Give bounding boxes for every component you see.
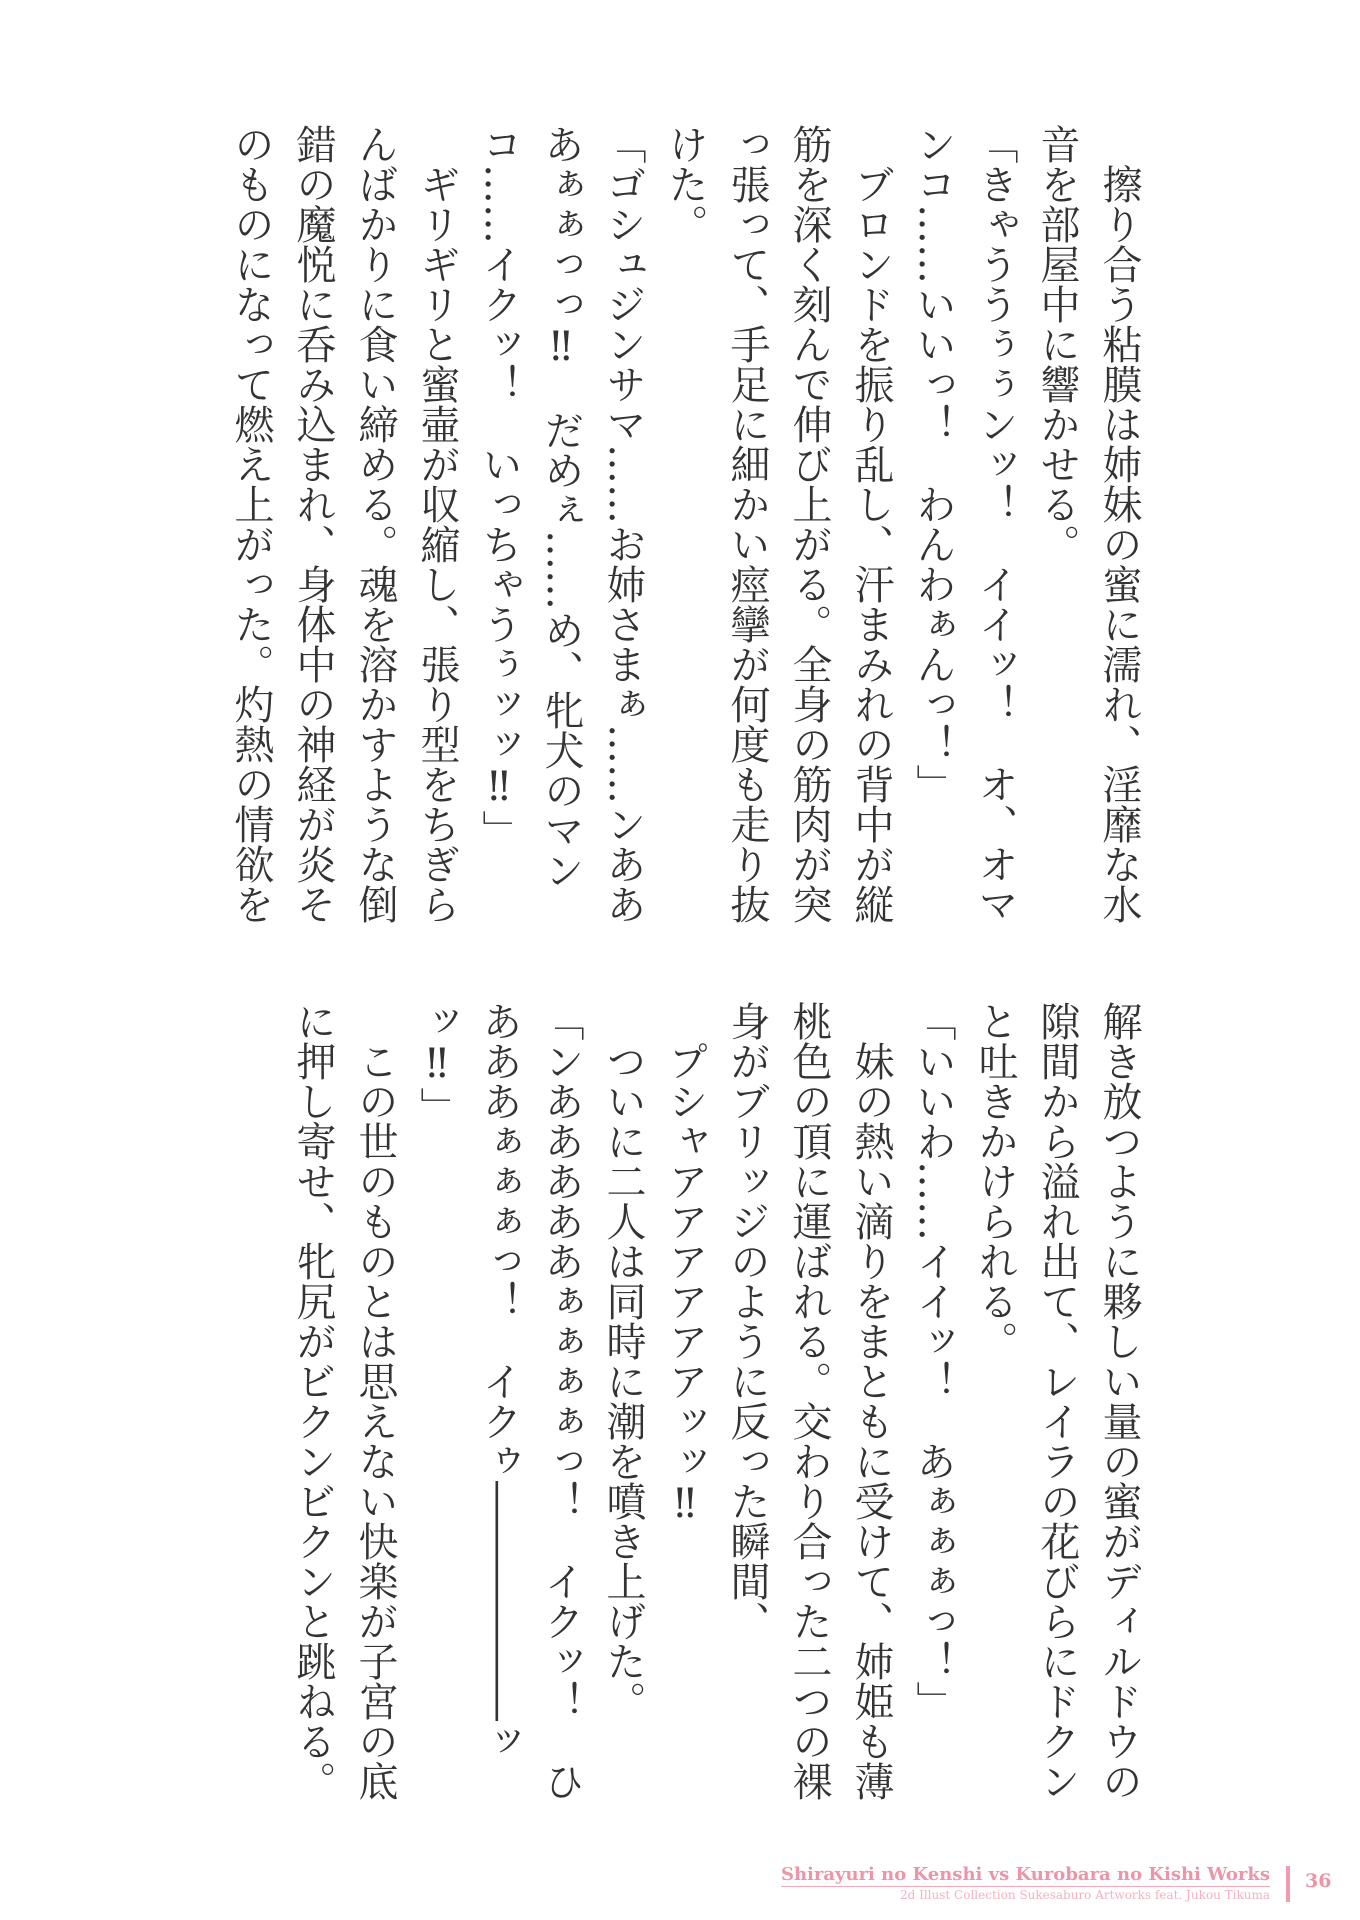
text-line: コ……イクッ！ いっちゃうぅッッ‼」 (476, 124, 522, 850)
page-number: 36 (1305, 1870, 1332, 1892)
text-line: ンコ……いいっ！ わんわぁんっ！」 (910, 124, 956, 804)
footer-divider (1286, 1866, 1290, 1902)
text-line: あぁぁっっ‼ だめぇ……め、牝犬のマン (538, 124, 584, 890)
page-footer (780, 1864, 1350, 1914)
text-line: ギリギリと蜜壷が収縮し、張り型をちぎら (414, 124, 460, 924)
text-line: 筋を深く刻んで伸び上がる。全身の筋肉が突 (786, 124, 832, 924)
footer-title: Shirayuri no Kenshi vs Kurobara no Kishi Works (780, 1864, 1270, 1885)
text-line: 音を部屋中に響かせる。 (1034, 124, 1080, 564)
text-line: 解き放つように夥しい量の蜜がディルドウの (1096, 1001, 1142, 1801)
text-line: に押し寄せ、牝尻がビクンビクンと跳ねる。 (290, 1001, 336, 1801)
text-block-bottom (282, 1001, 1150, 1801)
text-line: ブロンドを振り乱し、汗まみれの背中が縦 (848, 124, 894, 924)
footer-subtitle: 2d Illust Collection Sukesaburo Artworks feat. Jukou Tikuma (899, 1888, 1270, 1902)
text-line: あああぁぁぁっ！ イクゥ――――――ッ (476, 1001, 522, 1761)
text-line: 擦り合う粘膜は姉妹の蜜に濡れ、淫靡な水 (1096, 124, 1142, 924)
text-line: けた。 (662, 124, 708, 244)
text-block-top (220, 124, 1150, 924)
text-line: のものになって燃え上がった。灼熱の情欲を (228, 124, 274, 924)
text-line: 錯の魔悦に呑み込まれ、身体中の神経が炎そ (290, 124, 336, 924)
text-line: 身がブリッジのように反った瞬間、 (724, 1001, 770, 1641)
text-line: ッ‼」 (414, 1001, 460, 1127)
text-line: 「いいわ……イイッ！ あぁぁぁっ！」 (910, 1001, 956, 1721)
text-line: ついに二人は同時に潮を噴き上げた。 (600, 1001, 646, 1721)
text-line: 「きゃううぅぅンッ！ イイッ！ オ、オマ (972, 124, 1018, 924)
text-line: 「ゴシュジンサマ……お姉さまぁ……ンああ (600, 124, 646, 924)
text-line: 妹の熱い滴りをまともに受けて、姉姫も薄 (848, 1001, 894, 1801)
text-line: っ張って、手足に細かい痙攣が何度も走り抜 (724, 124, 770, 924)
text-line: 「ンあああああぁぁぁぁっ！ イクッ！ ひ (538, 1001, 584, 1801)
text-line: 隙間から溢れ出て、レイラの花びらにドクン (1034, 1001, 1080, 1801)
text-line: と吐きかけられる。 (972, 1001, 1018, 1361)
text-line: 桃色の頂に運ばれる。交わり合った二つの裸 (786, 1001, 832, 1801)
text-line: んばかりに食い締める。魂を溶かすような倒 (352, 124, 398, 924)
text-line: この世のものとは思えない快楽が子宮の底 (352, 1001, 398, 1801)
text-line: プシャアアアアアアッッ‼ (662, 1001, 708, 1527)
